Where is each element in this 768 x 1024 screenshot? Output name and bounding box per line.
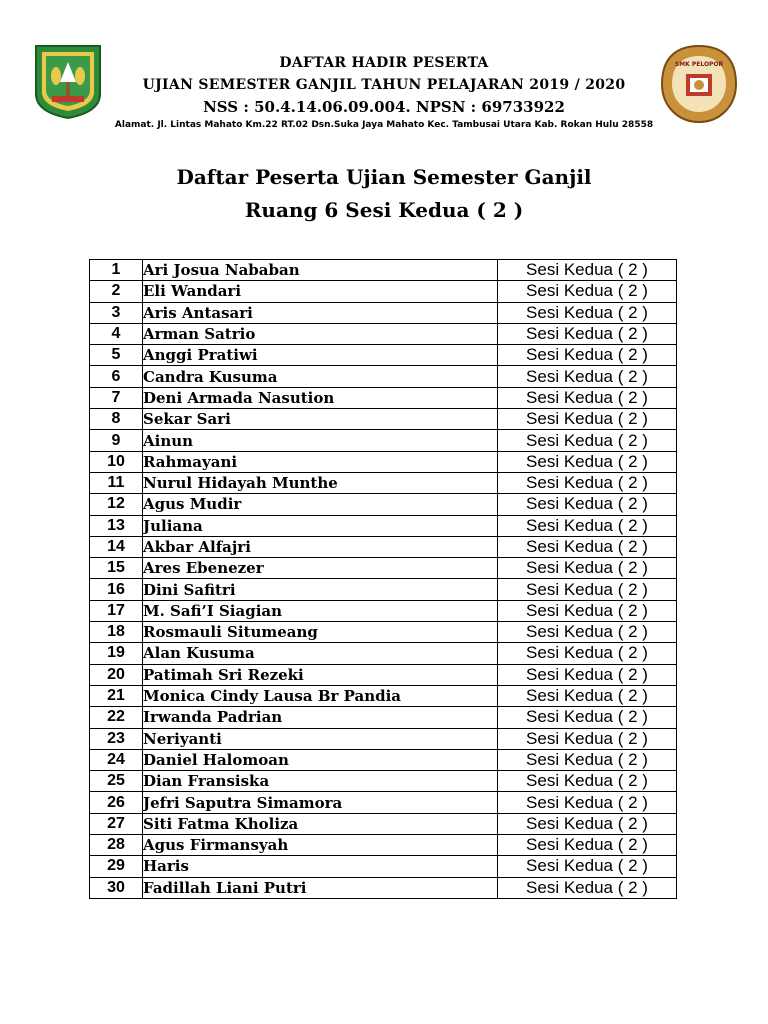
table-row xyxy=(90,323,677,344)
session-label: Sesi Kedua ( 2 ) xyxy=(498,835,677,856)
school-badge-icon xyxy=(660,44,738,124)
row-number: 2 xyxy=(90,281,143,302)
row-number: 30 xyxy=(90,877,143,898)
participant-name: Agus Mudir xyxy=(143,494,498,515)
table-row xyxy=(90,622,677,643)
participant-name: Sekar Sari xyxy=(143,409,498,430)
row-number: 25 xyxy=(90,771,143,792)
table-row xyxy=(90,387,677,408)
participant-name: Dian Fransiska xyxy=(143,771,498,792)
participant-name: Jefri Saputra Simamora xyxy=(143,792,498,813)
participant-name: Ares Ebenezer xyxy=(143,558,498,579)
participant-name: Patimah Sri Rezeki xyxy=(143,664,498,685)
session-label: Sesi Kedua ( 2 ) xyxy=(498,260,677,281)
row-number: 22 xyxy=(90,707,143,728)
participant-name: Alan Kusuma xyxy=(143,643,498,664)
participant-name: Akbar Alfajri xyxy=(143,536,498,557)
session-label: Sesi Kedua ( 2 ) xyxy=(498,409,677,430)
participant-name: Irwanda Padrian xyxy=(143,707,498,728)
session-label: Sesi Kedua ( 2 ) xyxy=(498,813,677,834)
row-number: 18 xyxy=(90,622,143,643)
participant-table-body xyxy=(90,260,677,899)
participant-name: Deni Armada Nasution xyxy=(143,387,498,408)
table-row xyxy=(90,558,677,579)
row-number: 10 xyxy=(90,451,143,472)
row-number: 26 xyxy=(90,792,143,813)
school-logo-text: SMK PELOPOR xyxy=(674,61,724,68)
header-title: DAFTAR HADIR PESERTA xyxy=(279,55,489,71)
session-label: Sesi Kedua ( 2 ) xyxy=(498,685,677,706)
table-row xyxy=(90,494,677,515)
regional-emblem-logo xyxy=(32,42,104,120)
table-row xyxy=(90,771,677,792)
row-number: 13 xyxy=(90,515,143,536)
table-row xyxy=(90,345,677,366)
row-number: 5 xyxy=(90,345,143,366)
table-row xyxy=(90,302,677,323)
table-row xyxy=(90,472,677,493)
session-label: Sesi Kedua ( 2 ) xyxy=(498,643,677,664)
row-number: 15 xyxy=(90,558,143,579)
participant-name: Rahmayani xyxy=(143,451,498,472)
table-row xyxy=(90,451,677,472)
session-label: Sesi Kedua ( 2 ) xyxy=(498,387,677,408)
participant-name: M. Safi’I Siagian xyxy=(143,600,498,621)
table-row xyxy=(90,664,677,685)
table-row xyxy=(90,643,677,664)
row-number: 1 xyxy=(90,260,143,281)
session-label: Sesi Kedua ( 2 ) xyxy=(498,472,677,493)
table-row xyxy=(90,281,677,302)
table-row xyxy=(90,366,677,387)
table-row xyxy=(90,515,677,536)
session-label: Sesi Kedua ( 2 ) xyxy=(498,771,677,792)
session-label: Sesi Kedua ( 2 ) xyxy=(498,877,677,898)
session-label: Sesi Kedua ( 2 ) xyxy=(498,515,677,536)
row-number: 19 xyxy=(90,643,143,664)
table-row xyxy=(90,579,677,600)
table-row xyxy=(90,409,677,430)
table-row xyxy=(90,792,677,813)
participant-name: Ari Josua Nababan xyxy=(143,260,498,281)
table-row xyxy=(90,856,677,877)
participant-name: Arman Satrio xyxy=(143,323,498,344)
row-number: 11 xyxy=(90,472,143,493)
row-number: 3 xyxy=(90,302,143,323)
participant-name: Ainun xyxy=(143,430,498,451)
header-school-ids: NSS : 50.4.14.06.09.004. NPSN : 69733922 xyxy=(203,98,565,116)
row-number: 4 xyxy=(90,323,143,344)
participant-name: Neriyanti xyxy=(143,728,498,749)
row-number: 24 xyxy=(90,749,143,770)
session-label: Sesi Kedua ( 2 ) xyxy=(498,536,677,557)
header-exam-name: UJIAN SEMESTER GANJIL TAHUN PELAJARAN 2019 / 2020 xyxy=(142,77,626,93)
session-label: Sesi Kedua ( 2 ) xyxy=(498,494,677,515)
session-label: Sesi Kedua ( 2 ) xyxy=(498,451,677,472)
table-row xyxy=(90,685,677,706)
row-number: 6 xyxy=(90,366,143,387)
session-label: Sesi Kedua ( 2 ) xyxy=(498,856,677,877)
row-number: 28 xyxy=(90,835,143,856)
participant-name: Nurul Hidayah Munthe xyxy=(143,472,498,493)
page-title: Daftar Peserta Ujian Semester Ganjil xyxy=(176,165,592,189)
participant-table xyxy=(89,259,677,899)
participant-name: Agus Firmansyah xyxy=(143,835,498,856)
participant-name: Rosmauli Situmeang xyxy=(143,622,498,643)
row-number: 8 xyxy=(90,409,143,430)
session-label: Sesi Kedua ( 2 ) xyxy=(498,749,677,770)
participant-name: Juliana xyxy=(143,515,498,536)
session-label: Sesi Kedua ( 2 ) xyxy=(498,345,677,366)
participant-name: Daniel Halomoan xyxy=(143,749,498,770)
table-row xyxy=(90,536,677,557)
session-label: Sesi Kedua ( 2 ) xyxy=(498,707,677,728)
table-row xyxy=(90,813,677,834)
table-row xyxy=(90,430,677,451)
table-row xyxy=(90,728,677,749)
row-number: 20 xyxy=(90,664,143,685)
participant-name: Siti Fatma Kholiza xyxy=(143,813,498,834)
session-label: Sesi Kedua ( 2 ) xyxy=(498,579,677,600)
session-label: Sesi Kedua ( 2 ) xyxy=(498,728,677,749)
row-number: 23 xyxy=(90,728,143,749)
table-row xyxy=(90,707,677,728)
row-number: 9 xyxy=(90,430,143,451)
row-number: 12 xyxy=(90,494,143,515)
row-number: 21 xyxy=(90,685,143,706)
row-number: 7 xyxy=(90,387,143,408)
row-number: 29 xyxy=(90,856,143,877)
participant-name: Aris Antasari xyxy=(143,302,498,323)
participant-name: Candra Kusuma xyxy=(143,366,498,387)
session-label: Sesi Kedua ( 2 ) xyxy=(498,281,677,302)
participant-name: Haris xyxy=(143,856,498,877)
participant-name: Fadillah Liani Putri xyxy=(143,877,498,898)
session-label: Sesi Kedua ( 2 ) xyxy=(498,323,677,344)
header-address: Alamat. Jl. Lintas Mahato Km.22 RT.02 Dsn.Suka Jaya Mahato Kec. Tambusai Utara Kab. Rokan Hulu 28558 xyxy=(114,120,654,130)
table-row xyxy=(90,600,677,621)
participant-name: Dini Safitri xyxy=(143,579,498,600)
table-row xyxy=(90,877,677,898)
page-subtitle: Ruang 6 Sesi Kedua ( 2 ) xyxy=(244,198,524,222)
row-number: 14 xyxy=(90,536,143,557)
session-label: Sesi Kedua ( 2 ) xyxy=(498,302,677,323)
table-row xyxy=(90,260,677,281)
row-number: 16 xyxy=(90,579,143,600)
session-label: Sesi Kedua ( 2 ) xyxy=(498,430,677,451)
row-number: 27 xyxy=(90,813,143,834)
regional-emblem-icon xyxy=(32,42,104,120)
participant-name: Monica Cindy Lausa Br Pandia xyxy=(143,685,498,706)
session-label: Sesi Kedua ( 2 ) xyxy=(498,622,677,643)
row-number: 17 xyxy=(90,600,143,621)
session-label: Sesi Kedua ( 2 ) xyxy=(498,664,677,685)
session-label: Sesi Kedua ( 2 ) xyxy=(498,792,677,813)
table-row xyxy=(90,749,677,770)
table-row xyxy=(90,835,677,856)
school-logo xyxy=(660,44,738,124)
session-label: Sesi Kedua ( 2 ) xyxy=(498,366,677,387)
participant-name: Eli Wandari xyxy=(143,281,498,302)
session-label: Sesi Kedua ( 2 ) xyxy=(498,600,677,621)
session-label: Sesi Kedua ( 2 ) xyxy=(498,558,677,579)
participant-name: Anggi Pratiwi xyxy=(143,345,498,366)
